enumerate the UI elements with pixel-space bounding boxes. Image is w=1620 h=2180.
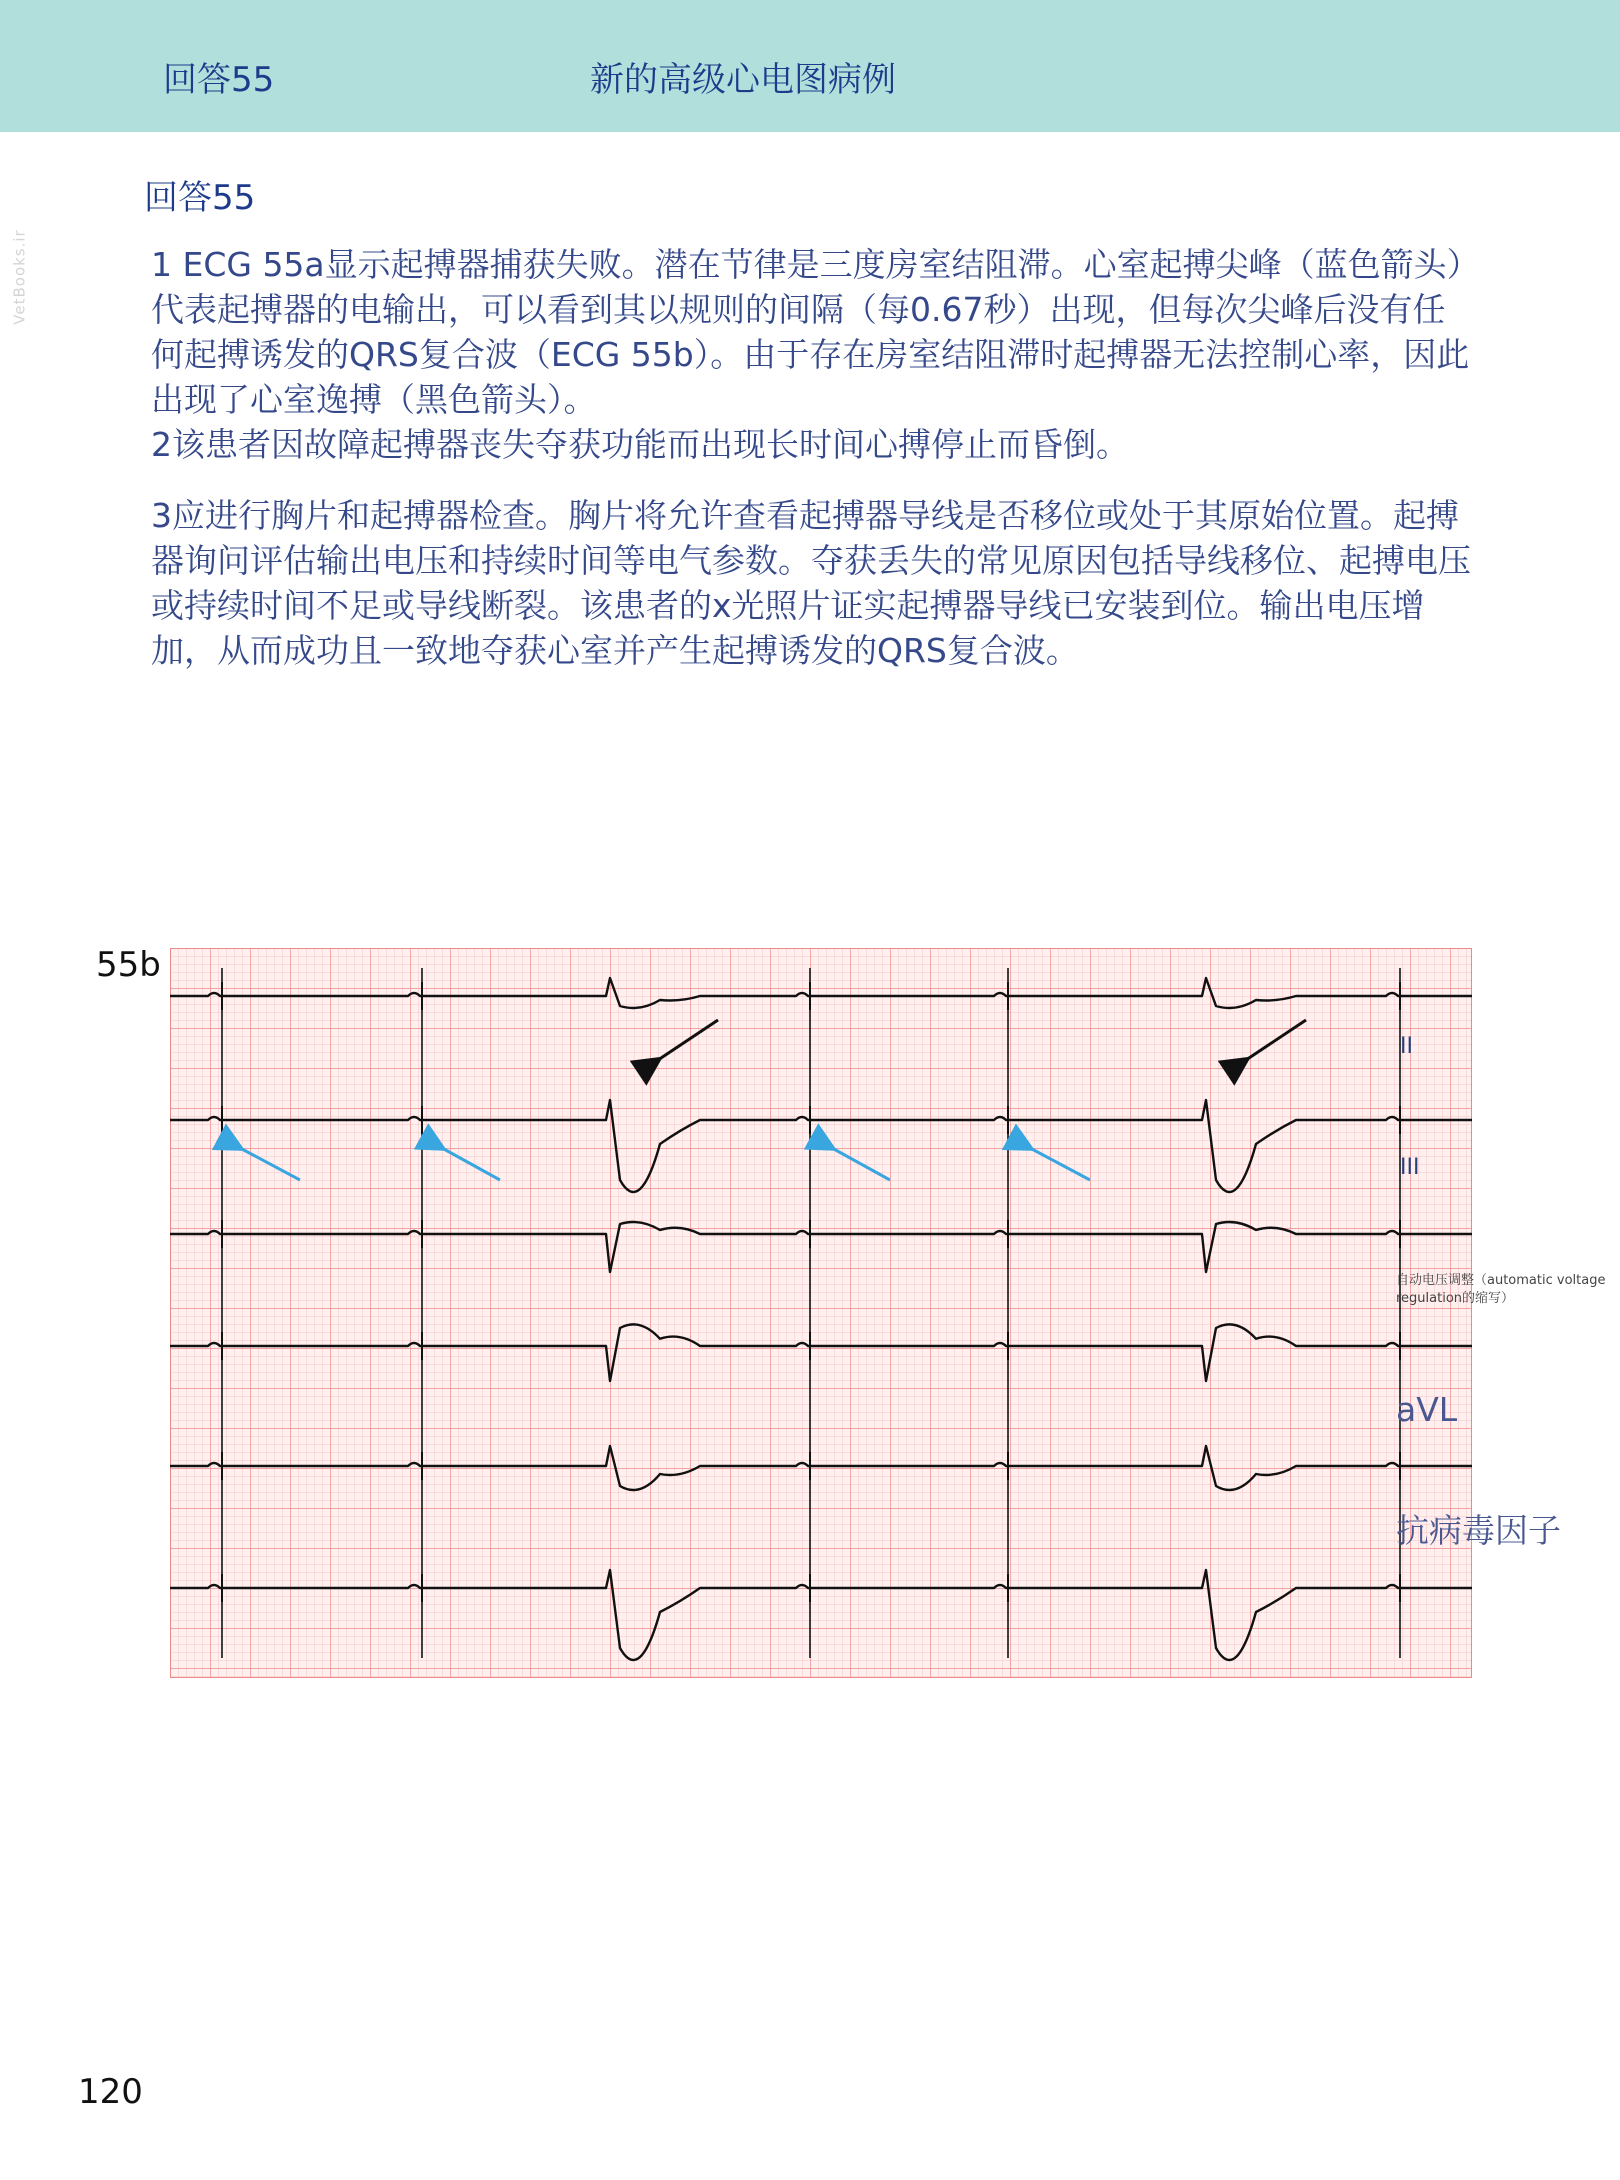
page-number: 120 [78,2072,143,2112]
header-section: 回答55 [163,60,275,100]
lead-label-iii: III [1400,1155,1420,1180]
header-book-title: 新的高级心电图病例 [590,60,896,100]
watermark: VetBooks.ir [10,229,29,325]
page-header [0,0,1620,132]
lead-label-avl: aVL [1396,1390,1458,1429]
figure-label: 55b [96,945,161,985]
lead-label-ii: II [1400,1034,1413,1059]
section-title: 回答55 [144,178,256,218]
paragraph-3: 3应进行胸片和起搏器检查。胸片将允许查看起搏器导线是否移位或处于其原始位置。起搏器询问评估输出电压和持续时间等电气参数。夺获丢失的常见原因包括导线移位、起搏电压或持续时间不足或导线断裂。该患者的x光照片证实起搏器导线已安装到位。输出电压增加，从而成功且一致地夺获心室并产生起搏诱发的QRS复合波。 [151,496,1471,670]
lead-label-avf: 抗病毒因子 [1396,1511,1561,1550]
ecg-strip [170,948,1472,1678]
ecg-figure [170,948,1472,1678]
answer-text [151,242,1476,673]
paragraph-1: 1 ECG 55a显示起搏器捕获失败。潜在节律是三度房室结阻滞。心室起搏尖峰（蓝色箭头）代表起搏器的电输出，可以看到其以规则的间隔（每0.67秒）出现，但每次尖峰后没有任何起搏诱发的QRS复合波（ECG 55b）。由于存在房室结阻滞时起搏器无法控制心率，因此出现了心室逸搏（黑色箭头）。 [151,245,1470,419]
lead-label-avr: 自动电压调整（automatic voltage regulation的缩写） [1396,1273,1606,1306]
ecg-grid [170,948,1472,1678]
paragraph-2: 2该患者因故障起搏器丧失夺获功能而出现长时间心搏停止而昏倒。 [151,425,1129,464]
